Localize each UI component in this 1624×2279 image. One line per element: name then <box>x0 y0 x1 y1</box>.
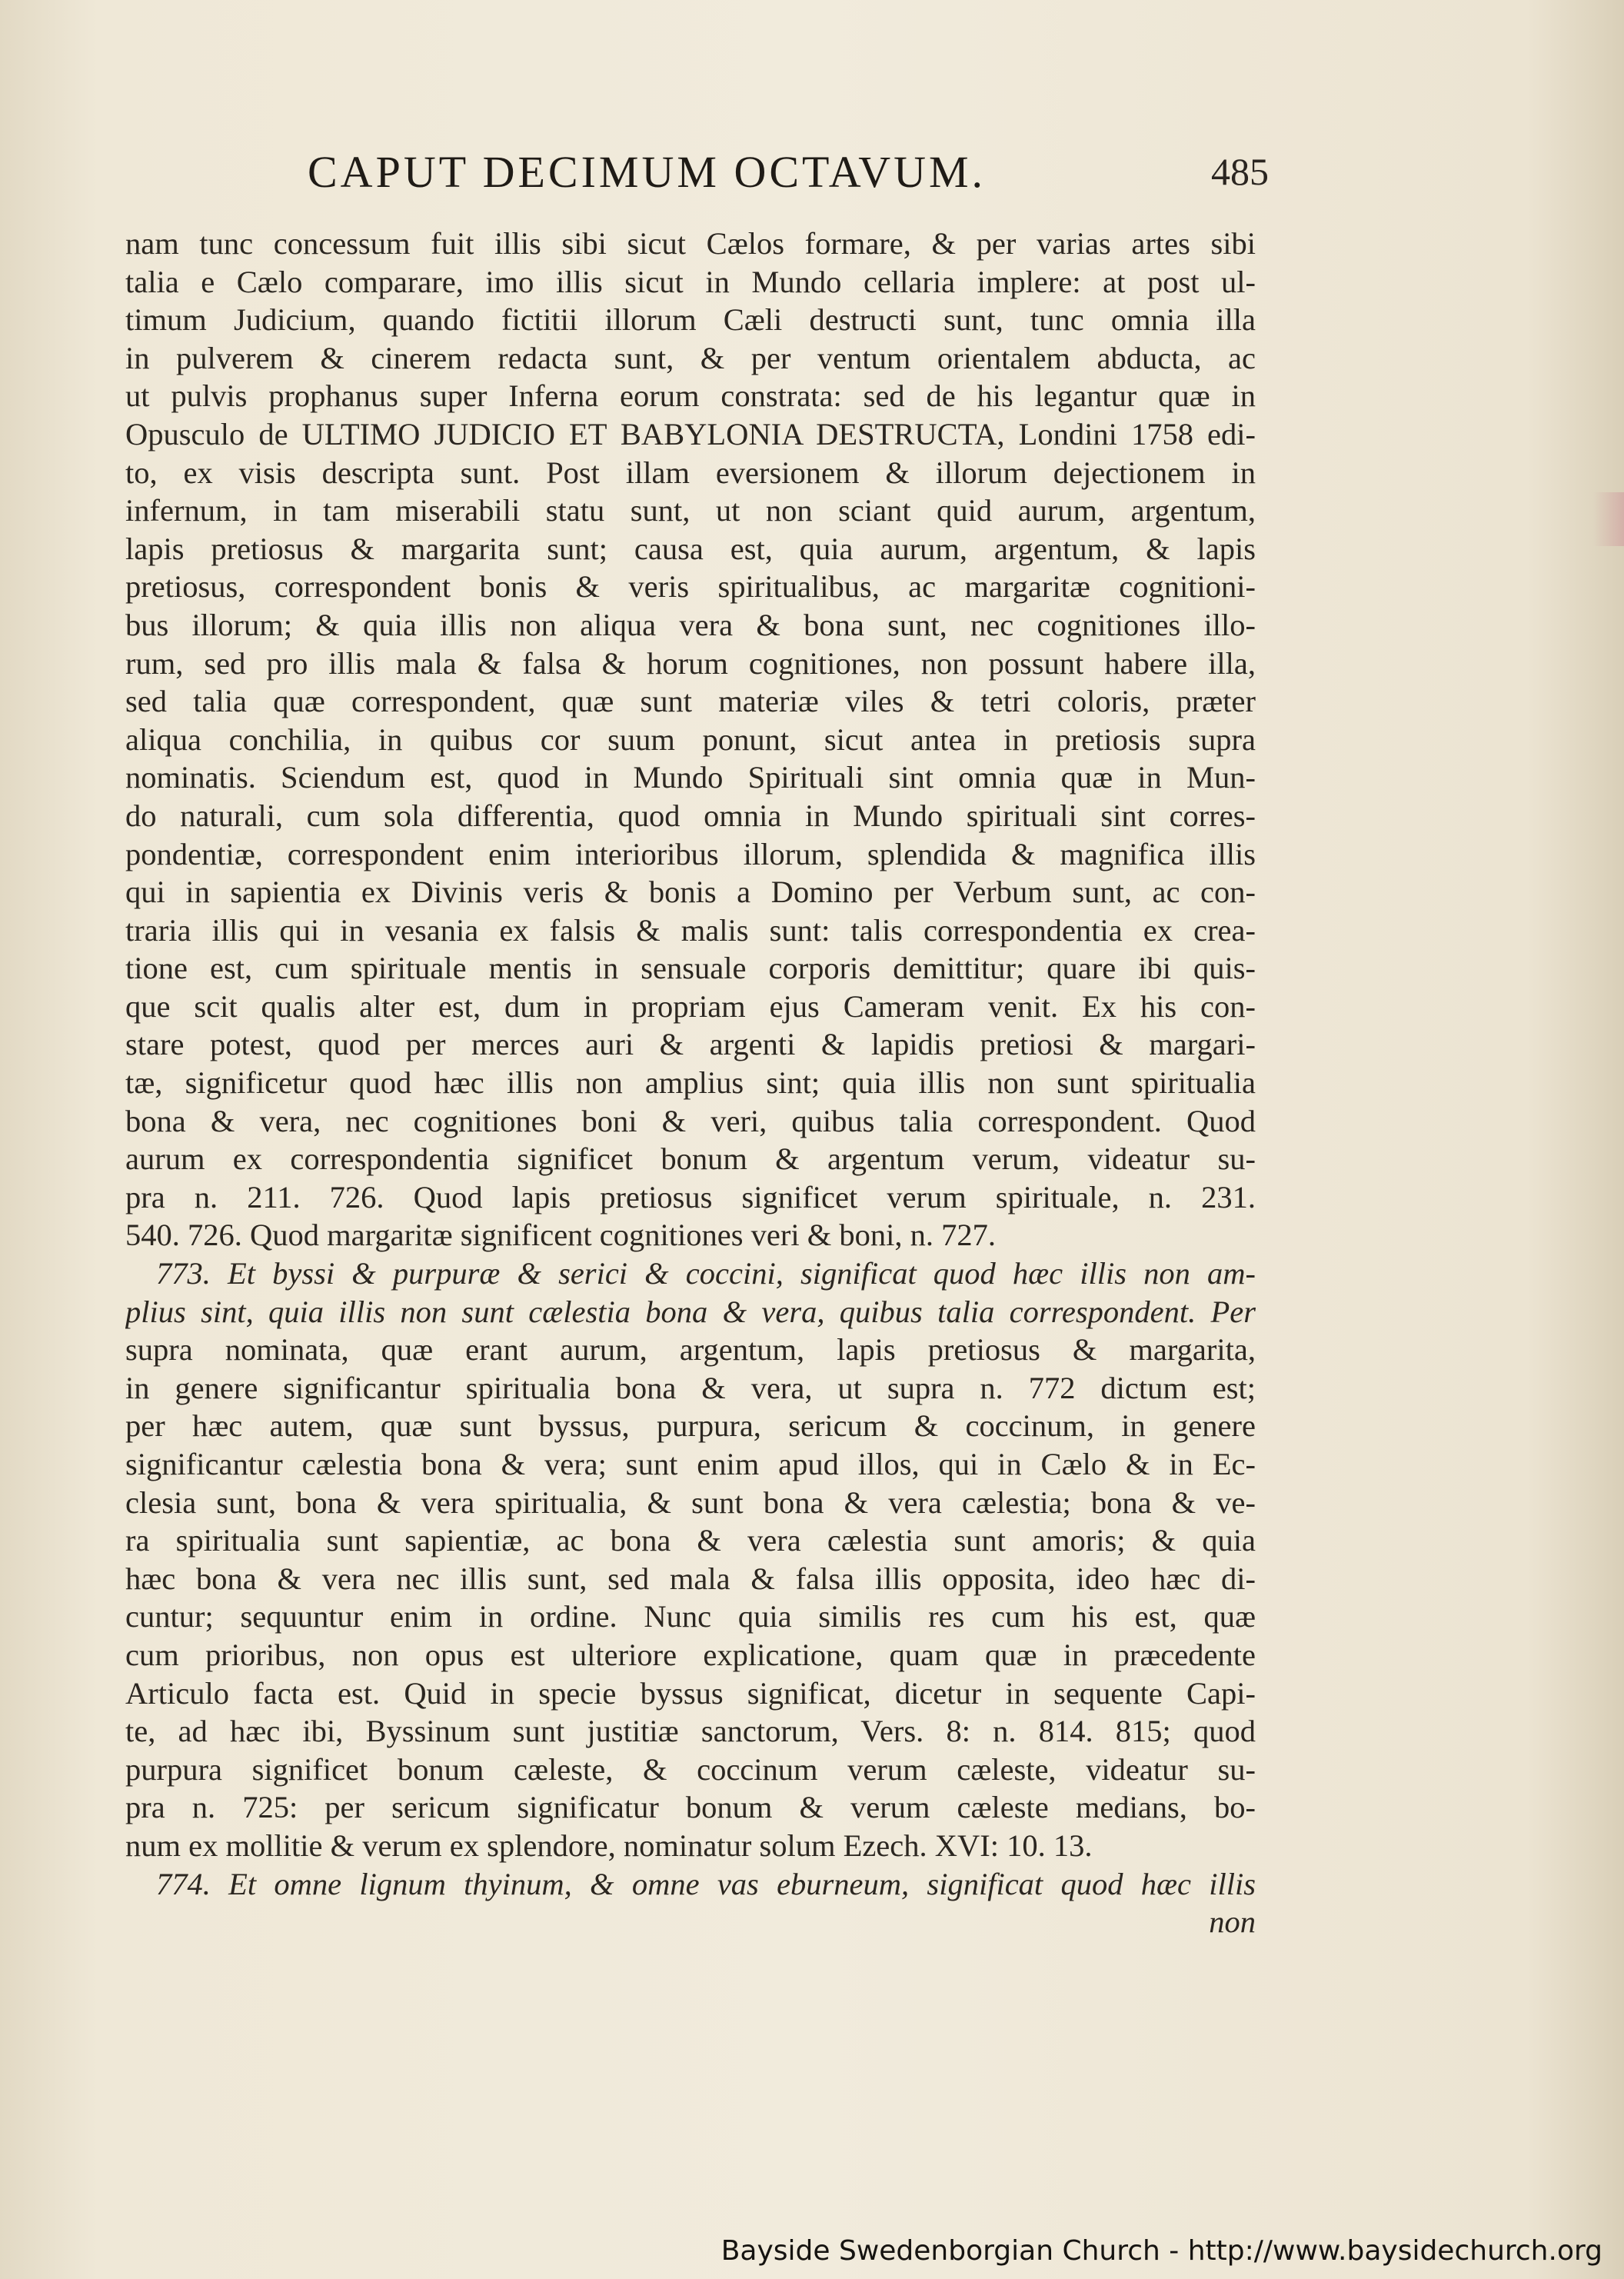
section-774-heading: 774. Et omne lignum thyinum, & omne vas eburneum, significat quod hæc illis <box>156 1866 1256 1901</box>
text-line: hæc bona & vera nec illis sunt, sed mala & falsa illis opposita, ideo hæc di- <box>125 1561 1256 1596</box>
text-line: in genere significantur spiritualia bona & vera, ut supra n. 772 dictum est; <box>125 1370 1256 1405</box>
text-line: pra n. 211. 726. Quod lapis pretiosus significet verum spirituale, n. 231. <box>125 1179 1256 1214</box>
text-line: talia e Cælo comparare, imo illis sicut in Mundo cellaria implere: at post ul- <box>125 264 1256 299</box>
text-line: tæ, significetur quod hæc illis non amplius sint; quia illis non sunt spiritualia <box>125 1065 1256 1101</box>
text-line: sed talia quæ correspondent, quæ sunt materiæ viles & tetri coloris, præter <box>125 684 1256 719</box>
text-line: infernum, in tam miserabili statu sunt, ut non sciant quid aurum, argentum, <box>125 493 1256 528</box>
section-773-heading: 773. Et byssi & purpuræ & serici & coccini, significat quod hæc illis non am- <box>156 1256 1256 1291</box>
text-line: bus illorum; & quia illis non aliqua vera & bona sunt, nec cognitiones illo- <box>125 607 1256 642</box>
text-line: traria illis qui in vesania ex falsis & malis sunt: talis correspondentia ex crea- <box>125 912 1256 948</box>
watermark-credit: Bayside Swedenborgian Church - http://www.baysidechurch.org <box>720 2235 1602 2267</box>
text-line: Articulo facta est. Quid in specie byssus significat, dicetur in sequente Capi- <box>125 1675 1256 1711</box>
text-line: do naturali, cum sola differentia, quod omnia in Mundo spirituali sint corres- <box>125 798 1256 833</box>
text-line: in pulverem & cinerem redacta sunt, & per ventum orientalem abducta, ac <box>125 340 1256 375</box>
text-line: lapis pretiosus & margarita sunt; causa est, quia aurum, argentum, & lapis <box>125 531 1256 566</box>
text-line: bona & vera, nec cognitiones boni & veri, quibus talia correspondent. Quod <box>125 1103 1256 1138</box>
text-line: Opusculo de ULTIMO JUDICIO ET BABYLONIA DESTRUCTA, Londini 1758 edi- <box>125 416 1256 451</box>
text-line: nominatis. Sciendum est, quod in Mundo Spirituali sint omnia quæ in Mun- <box>125 760 1256 795</box>
text-line: que scit qualis alter est, dum in propriam ejus Cameram venit. Ex his con- <box>125 988 1256 1024</box>
text-line: clesia sunt, bona & vera spiritualia, & sunt bona & vera cælestia; bona & ve- <box>125 1484 1256 1520</box>
text-line: timum Judicium, quando fictitii illorum Cæli destructi sunt, tunc omnia illa <box>125 302 1256 338</box>
text-line: significantur cælestia bona & vera; sunt enim apud illos, qui in Cælo & in Ec- <box>125 1447 1256 1481</box>
page-edge-stain <box>1593 492 1624 546</box>
text-line: pretiosus, correspondent bonis & veris spiritualibus, ac margaritæ cognitioni- <box>125 569 1256 605</box>
text-line: to, ex visis descripta sunt. Post illam eversionem & illorum dejectionem in <box>125 455 1256 490</box>
text-line: nam tunc concessum fuit illis sibi sicut Cælos formare, & per varias artes sibi <box>125 226 1256 261</box>
text-line: stare potest, quod per merces auri & argenti & lapidis pretiosi & margari- <box>125 1027 1256 1062</box>
text-line: per hæc autem, quæ sunt byssus, purpura, sericum & coccinum, in genere <box>125 1408 1256 1444</box>
text-line: pondentiæ, correspondent enim interioribus illorum, splendida & magnifica illis <box>125 836 1256 871</box>
text-line: aliqua conchilia, in quibus cor suum ponunt, sicut antea in pretiosis supra <box>125 721 1256 757</box>
text-line: tione est, cum spirituale mentis in sensuale corporis demittitur; quare ibi quis- <box>125 951 1256 986</box>
text-line: supra nominata, quæ erant aurum, argentum, lapis pretiosus & margarita, <box>125 1332 1256 1368</box>
catchword: non <box>1209 1904 1256 1940</box>
text-line: plius sint, quia illis non sunt cælestia bona & vera, quibus talia correspondent. Per <box>125 1294 1256 1329</box>
text-line: aurum ex correspondentia significet bonum & argentum verum, videatur su- <box>125 1141 1256 1177</box>
text-line: ut pulvis prophanus super Inferna eorum constrata: sed de his legantur quæ in <box>125 378 1256 414</box>
body-text <box>125 225 1256 1941</box>
running-title: CAPUT DECIMUM OCTAVUM. <box>308 147 987 197</box>
text-line: 540. 726. Quod margaritæ significent cognitiones veri & boni, n. 727. <box>125 1218 996 1253</box>
text-line: te, ad hæc ibi, Byssinum sunt justitiæ sanctorum, Vers. 8: n. 814. 815; quod <box>125 1714 1256 1749</box>
text-line: purpura significet bonum cæleste, & coccinum verum cæleste, videatur su- <box>125 1751 1256 1787</box>
text-line: ra spiritualia sunt sapientiæ, ac bona & vera cælestia sunt amoris; & quia <box>125 1523 1256 1558</box>
text-line: cuntur; sequuntur enim in ordine. Nunc quia similis res cum his est, quæ <box>125 1599 1256 1634</box>
page-header <box>131 146 1269 208</box>
text-line: rum, sed pro illis mala & falsa & horum cognitiones, non possunt habere illa, <box>125 645 1256 681</box>
text-line: qui in sapientia ex Divinis veris & bonis a Domino per Verbum sunt, ac con- <box>125 875 1256 910</box>
page-number: 485 <box>1211 150 1269 193</box>
text-line: pra n. 725: per sericum significatur bonum & verum cæleste medians, bo- <box>125 1790 1256 1825</box>
text-line: cum prioribus, non opus est ulteriore explicatione, quam quæ in præcedente <box>125 1637 1256 1672</box>
text-line: num ex mollitie & verum ex splendore, nominatur solum Ezech. XVI: 10. 13. <box>125 1828 1093 1863</box>
